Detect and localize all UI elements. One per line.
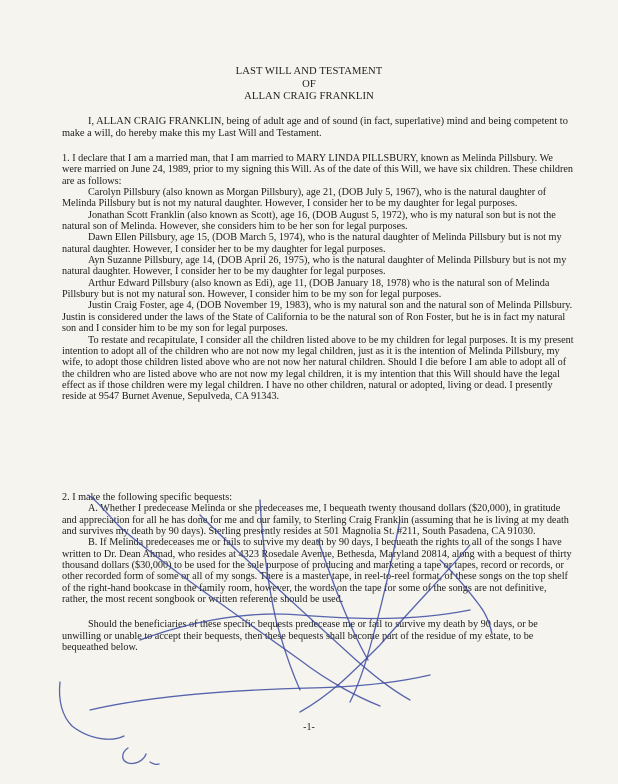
section-1-paragraph-7: Justin Craig Foster, age 4, (DOB November 19, 1983), who is my natural son and the natural son of Melinda Pillsbury. Justin is considered under the laws of the State of California to be the natural son of Ron Foster, but he is in fact my natural son and I consider him to be my son for legal purposes. — [62, 300, 573, 335]
page-number: -1- — [303, 722, 315, 733]
section-1-paragraph-1: 1. I declare that I am a married man, that I am married to MARY LINDA PILLSBURY, known as Melinda Pillsbury. We were married on June 24, 1989, prior to my signing this Will. As of the date of this Will, we have six children. These children are as follows: — [62, 153, 574, 187]
section-2-paragraph-1: 2. I make the following specific bequests: — [62, 492, 233, 503]
section-1-paragraph-2: Carolyn Pillsbury (also known as Morgan Pillsbury), age 21, (DOB July 5, 1967), who is the natural daughter of Melinda Pillsbury but is not my natural daughter. However, I consider her to be my daughter for legal purposes. — [62, 187, 547, 210]
section-2-paragraph-2: A. Whether I predecease Melinda or she predeceases me, I bequeath twenty thousand dollars ($20,000), in gratitude and appreciation for all he has done for me and our family, to Sterling Craig Franklin (assuming that he is living at my death and survives my death by 90 days). Sterling presently resides at 501 Magnolia St. #211, South Pasadena, CA 91030. — [62, 503, 569, 538]
section-2-paragraph-4: Should the beneficiaries of these specific bequests predecease me or fail to survive my death by 90 days, or be unwilling or unable to accept their bequests, then these bequests shall become part of the residue of my estate, to be bequeathed below. — [62, 619, 538, 654]
intro-paragraph-block — [62, 116, 574, 139]
section-1-paragraph-3: Jonathan Scott Franklin (also known as Scott), age 16, (DOB August 5, 1972), who is my natural son but is not the natural son of Melinda. However, she considers him to be her son for legal purposes. — [62, 209, 556, 233]
title-line-3: ALLAN CRAIG FRANKLIN — [244, 91, 374, 103]
section-1-paragraph-6: Arthur Edward Pillsbury (also known as Edi), age 11, (DOB January 18, 1978) who is the natural son of Melinda Pillsbury but is not my natural son. However, I consider him to be my son for legal purposes. — [62, 277, 550, 301]
title-line-2: OF — [302, 78, 316, 90]
intro-paragraph: I, ALLAN CRAIG FRANKLIN, being of adult age and of sound (in fact, superlative) mind and being competent to make a will, do hereby make this my Last Will and Testament. — [62, 116, 568, 139]
document-title — [0, 66, 618, 104]
pen-stroke-5 — [90, 675, 430, 710]
signature-scrawl — [123, 748, 159, 764]
section-2-paragraph-3: B. If Melinda predeceases me or fails to survive my death by 90 days, I bequeath the rights to all of the songs I have written to Dr. Dean Ahmad, who resides at 4323 Rosedale Avenue, Bethesda, Maryland 20814, along with a bequest of thirty thousand dollars ($30,000) to be used for the sole purpose of producing and marketing a tape or tapes, record or records, or other recorded form of some or all of my songs. There is a master tape, in reel-to-reel format, of these songs on the top shelf of the right-hand bookcase in the family room, however, the words on the tape for some of the songs are not definitive, rather, the most recent songbook or written reference should be used. — [62, 537, 572, 606]
section-1-paragraph-4: Dawn Ellen Pillsbury, age 15, (DOB March 5, 1974), who is the natural daughter of Melinda Pillsbury but is not my natural daughter. However, I consider her to be my daughter for legal purposes. — [62, 232, 562, 255]
section-1-paragraph-8: To restate and recapitulate, I consider all the children listed above to be my children for legal purposes. It is my present intention to adopt all of the children who are not now my legal children, just as it is the intention of Melinda Pillsbury, my wife, to adopt those children listed above who are not now her natural children. Should I die before I am able to adopt all of the children who are listed above who are not now my legal children, it is my intention that this Will should have the legal effect as if those children were my legal children. I have no other children, natural or adopted, living or dead. I presently reside at 9547 Burnet Avenue, Sepulveda, CA 91343. — [62, 334, 574, 403]
section-2 — [62, 492, 574, 653]
section-1-paragraph-5: Ayn Suzanne Pillsbury, age 14, (DOB April 26, 1975), who is the natural daughter of Melinda Pillsbury but is not my natural daughter. However, I consider her to be my daughter for legal purposes. — [62, 255, 567, 278]
section-1 — [62, 153, 574, 403]
title-line-1: LAST WILL AND TESTAMENT — [235, 66, 383, 77]
